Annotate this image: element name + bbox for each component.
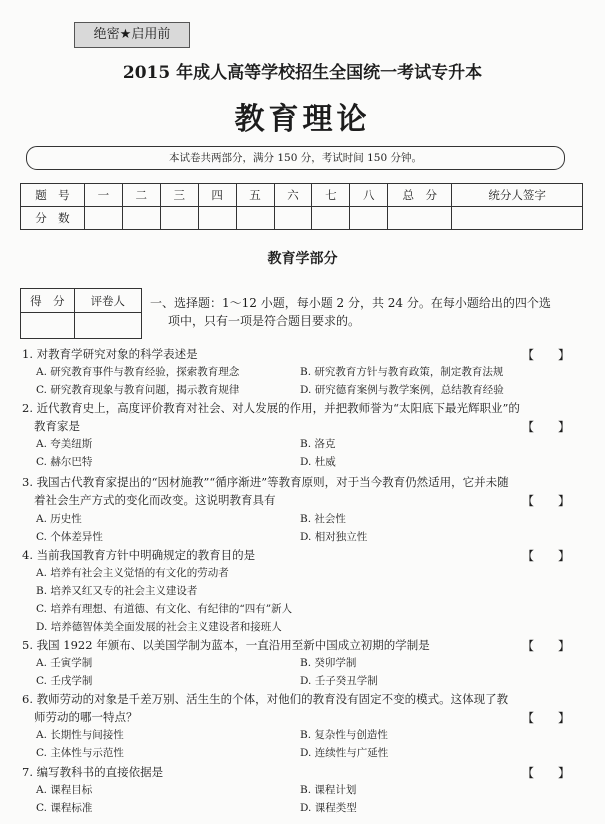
section-instructions xyxy=(150,294,580,330)
question-5-stem: 5. 我国 1922 年颁布、以美国学制为蓝本，一直沿用至新中国成立初期的学制是 xyxy=(22,638,430,652)
answer-bracket: 【 】 xyxy=(522,711,571,725)
score-header-cell: 一 xyxy=(84,184,122,207)
grader-name-label: 评卷人 xyxy=(74,289,141,313)
score-cell xyxy=(312,207,350,230)
q5-option-c: C. 壬戌学制 xyxy=(36,675,93,687)
q3-option-a: A. 历史性 xyxy=(36,513,82,525)
q5-option-d: D. 壬子癸丑学制 xyxy=(300,675,378,687)
q1-option-d: D. 研究德育案例与教学案例，总结教育经验 xyxy=(300,384,504,396)
q7-option-c: C. 课程标准 xyxy=(36,802,93,814)
q1-option-c: C. 研究教育现象与教育问题，揭示教育规律 xyxy=(36,384,240,396)
answer-bracket: 【 】 xyxy=(522,348,571,362)
instruction-line: 一、选择题：1～12 小题，每小题 2 分，共 24 分。在每小题给出的四个选 xyxy=(150,296,551,310)
answer-bracket: 【 】 xyxy=(522,420,571,434)
q1-option-b: B. 研究教育方针与教育政策，制定教育法规 xyxy=(300,366,504,378)
q5-option-b: B. 癸卯学制 xyxy=(300,657,357,669)
q3-option-c: C. 个体差异性 xyxy=(36,531,103,543)
score-cell xyxy=(274,207,312,230)
exam-notice: 本试卷共两部分，满分 150 分，考试时间 150 分钟。 xyxy=(26,146,565,170)
q5-option-a: A. 壬寅学制 xyxy=(36,657,93,669)
score-header-cell: 总 分 xyxy=(388,184,452,207)
answer-bracket: 【 】 xyxy=(522,639,571,653)
score-header-cell: 四 xyxy=(198,184,236,207)
confidential-label: 绝密★启用前 xyxy=(74,22,190,48)
q3-option-d: D. 相对独立性 xyxy=(300,531,368,543)
answer-bracket: 【 】 xyxy=(522,549,571,563)
q2-option-b: B. 洛克 xyxy=(300,438,336,450)
q7-option-d: D. 课程类型 xyxy=(300,802,357,814)
question-2-stem: 2. 近代教育史上，高度评价教育对社会、对人发展的作用，并把教师誉为“太阳底下最光辉职业”的 xyxy=(22,401,520,415)
question-6-stem-cont: 师劳动的哪一特点？ xyxy=(34,710,138,724)
grader-score-label: 得 分 xyxy=(21,289,75,313)
score-cell xyxy=(388,207,452,230)
question-4-stem: 4. 当前我国教育方针中明确规定的教育目的是 xyxy=(22,548,256,562)
q4-option-c: C. 培养有理想、有道德、有文化、有纪律的“四有”新人 xyxy=(36,603,293,615)
question-3-stem: 3. 我国古代教育家提出的“因材施教”“循序渐进”等教育原则，对于当今教育仍然适用，它并未随 xyxy=(22,475,509,489)
q1-option-a: A. 研究教育事件与教育经验，探索教育理念 xyxy=(36,366,240,378)
q4-option-d: D. 培养德智体美全面发展的社会主义建设者和接班人 xyxy=(36,621,282,633)
score-cell xyxy=(198,207,236,230)
answer-bracket: 【 】 xyxy=(522,494,571,508)
subject-title: 教育理论 xyxy=(234,102,371,137)
question-3-stem-cont: 着社会生产方式的变化而改变。这说明教育具有 xyxy=(34,493,276,507)
score-header-cell: 六 xyxy=(274,184,312,207)
score-header-cell: 二 xyxy=(122,184,160,207)
q2-option-d: D. 杜威 xyxy=(300,456,336,468)
grader-score-cell xyxy=(21,313,75,339)
score-cell xyxy=(160,207,198,230)
q4-option-b: B. 培养又红又专的社会主义建设者 xyxy=(36,585,198,597)
score-header-cell: 统分人签字 xyxy=(452,184,583,207)
question-7-stem: 7. 编写教科书的直接依据是 xyxy=(22,765,164,779)
score-cell xyxy=(122,207,160,230)
q6-option-b: B. 复杂性与创造性 xyxy=(300,729,388,741)
q2-option-c: C. 赫尔巴特 xyxy=(36,456,93,468)
grader-box xyxy=(20,288,142,339)
grader-name-cell xyxy=(74,313,141,339)
score-cell xyxy=(84,207,122,230)
question-6-stem: 6. 教师劳动的对象是千差万别、活生生的个体，对他们的教育没有固定不变的模式。这体现了教 xyxy=(22,692,509,706)
score-cell xyxy=(236,207,274,230)
question-1-stem: 1. 对教育学研究对象的科学表述是 xyxy=(22,347,198,361)
answer-bracket: 【 】 xyxy=(522,766,571,780)
score-table-value-row xyxy=(21,207,583,230)
score-header-cell: 七 xyxy=(312,184,350,207)
q7-option-a: A. 课程目标 xyxy=(36,784,93,796)
section-title: 教育学部分 xyxy=(267,251,338,267)
score-cell xyxy=(452,207,583,230)
score-header-cell: 题 号 xyxy=(21,184,85,207)
score-table xyxy=(20,183,583,230)
exam-title: 2015 年成人高等学校招生全国统一考试专升本 xyxy=(122,63,483,83)
q4-option-a: A. 培养有社会主义觉悟的有文化的劳动者 xyxy=(36,567,229,579)
question-2-stem-cont: 教育家是 xyxy=(34,419,80,433)
score-table-header-row xyxy=(21,184,583,207)
q7-option-b: B. 课程计划 xyxy=(300,784,357,796)
q3-option-b: B. 社会性 xyxy=(300,513,346,525)
score-cell xyxy=(350,207,388,230)
score-header-cell: 五 xyxy=(236,184,274,207)
q6-option-d: D. 连续性与广延性 xyxy=(300,747,389,759)
score-row-label: 分 数 xyxy=(21,207,85,230)
q2-option-a: A. 夸美纽斯 xyxy=(36,438,93,450)
q6-option-c: C. 主体性与示范性 xyxy=(36,747,124,759)
score-header-cell: 三 xyxy=(160,184,198,207)
q6-option-a: A. 长期性与间接性 xyxy=(36,729,124,741)
score-header-cell: 八 xyxy=(350,184,388,207)
instruction-line: 项中，只有一项是符合题目要求的。 xyxy=(168,314,361,328)
